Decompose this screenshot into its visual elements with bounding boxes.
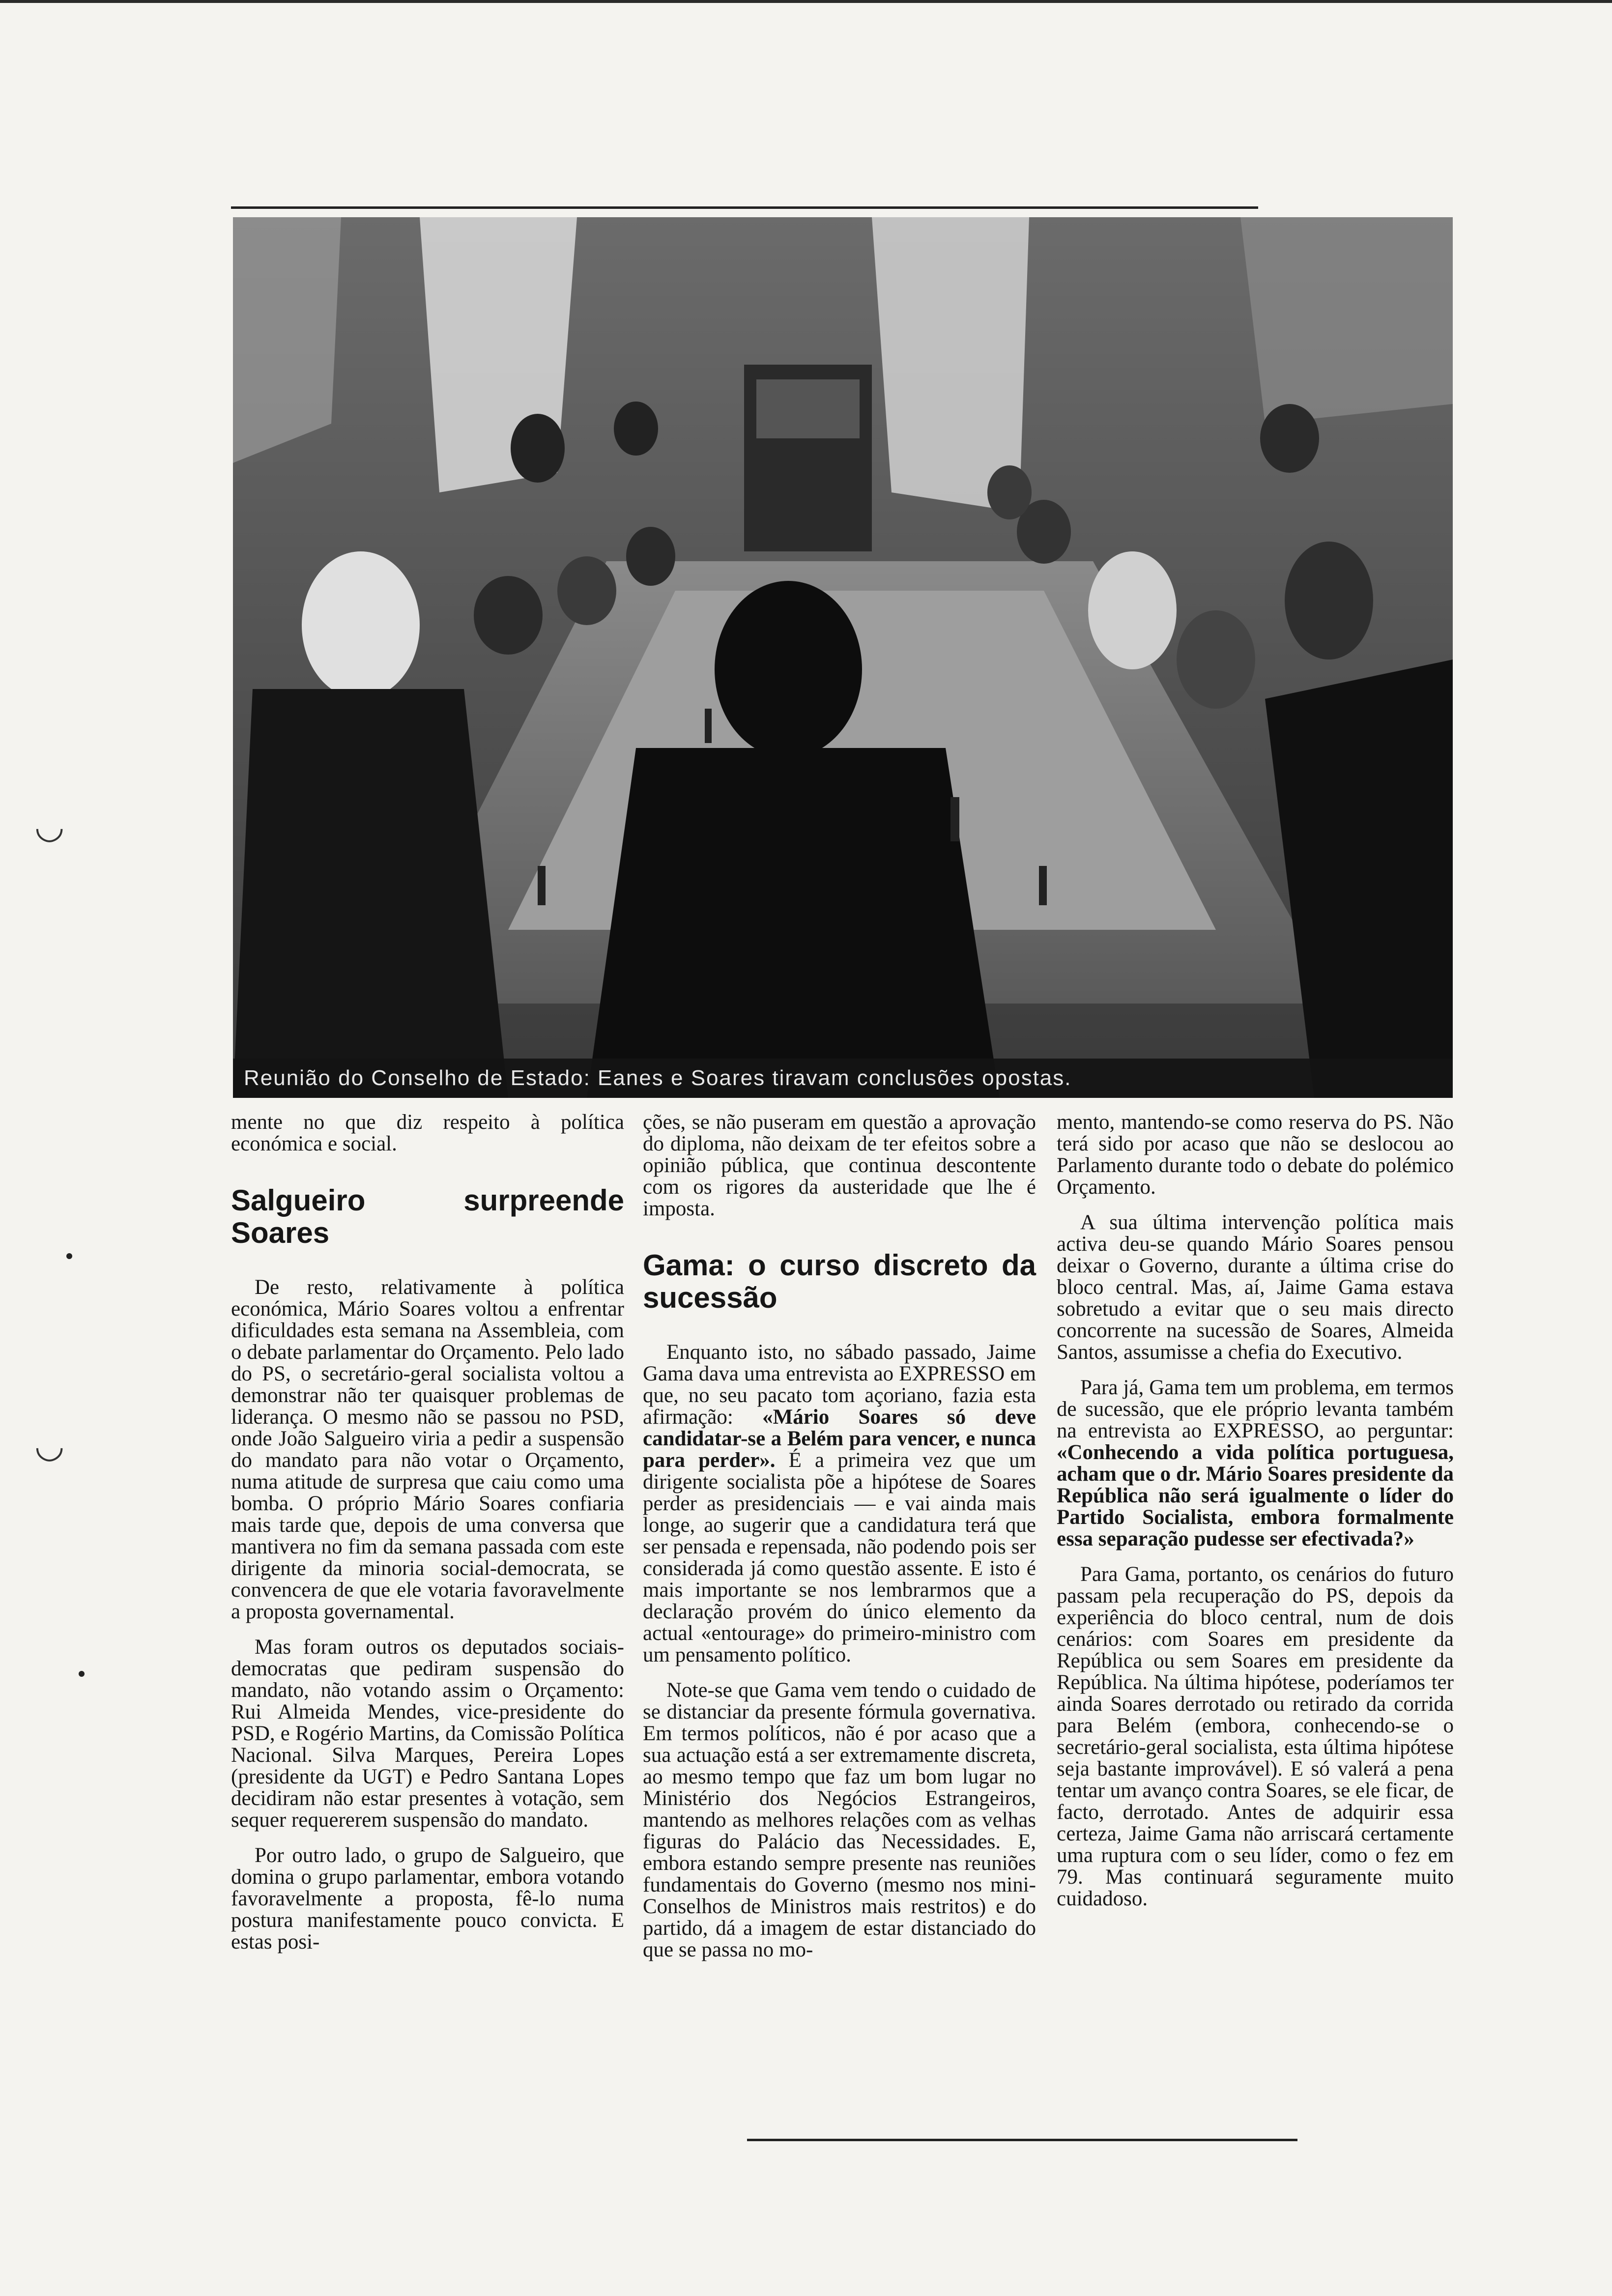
paragraph: Note-se que Gama vem tendo o cuidado de se distanciar da presente fórmula governativa. Em termos políticos, não é por acaso que a sua actuação está a ser extremamente discreta, ao mesmo tempo que faz um bom lugar no Ministério dos Negócios Estrangeiros, mantendo as melhores relações com as velhas figuras do Palácio das Necessidades. E, embora estando sempre presente nas reuniões fundamentais do Governo (mesmo nos mini-Conselhos de Ministros mais restritos) e do partido, dá a imagem de estar distanciado do que se passa no mo-	[643, 1679, 1036, 1961]
scan-top-edge	[0, 0, 1612, 3]
paragraph: Para Gama, portanto, os cenários do futuro passam pela recuperação do PS, depois da experiência do bloco central, num de dois cenários: com Soares em presidente da República ou sem Soares em presidente da República. Na última hipótese, poderíamos ter ainda Soares derrotado ou retirado da corrida para Belém (embora, conhecendo-se o secretário-geral socialista, esta última hipótese seja bastante improvável). E só valerá a pena tentar um avanço contra Soares, se ele ficar, de facto, derrotado. Antes de adquirir essa certeza, Jaime Gama não arriscará certamente uma ruptura com o seu líder, como o fez em 79. Mas continuará seguramente muito cuidadoso.	[1057, 1563, 1454, 1910]
paragraph: Por outro lado, o grupo de Salgueiro, que domina o grupo parlamentar, embora votando favoravelmente a proposta, fê-lo numa postura manifestamente pouco convicta. E estas posi-	[231, 1844, 624, 1953]
bottom-rule	[747, 2139, 1297, 2141]
paragraph-text: É a primeira vez que um dirigente socialista põe a hipótese de Soares perder as presidenciais — e vai ainda mais longe, ao sugerir que a candidatura terá que ser pensada e repensada, não podendo pois ser considerada já como questão assente. E isto é mais importante se nos lembrarmos que a declaração provém do único elemento da actual «entourage» do primeiro-ministro com um pensamento político.	[643, 1449, 1036, 1666]
paragraph: mento, mantendo-se como reserva do PS. Não terá sido por acaso que não se deslocou ao Parlamento durante todo o debate do polémico Orçamento.	[1057, 1111, 1454, 1199]
section-heading-salgueiro: Salgueiro surpreende Soares	[231, 1184, 624, 1249]
scan-dot	[79, 1671, 85, 1677]
top-rule	[231, 206, 1258, 209]
paragraph-text: Para já, Gama tem um problema, em termos de sucessão, que ele próprio levanta também na entrevista ao EXPRESSO, ao perguntar:	[1057, 1376, 1454, 1442]
paragraph	[643, 1342, 1036, 1666]
paragraph-text: Enquanto isto, no sábado passado, Jaime Gama dava uma entrevista ao EXPRESSO em que, no seu pacato tom açoriano, fazia esta afirmação:	[643, 1341, 1036, 1429]
photo-caption: Reunião do Conselho de Estado: Eanes e Soares tiravam conclusões opostas.	[233, 1059, 1453, 1098]
quote-soares: «Mário Soares só deve candidatar-se a Belém para vencer, e nunca para perder».	[643, 1406, 1036, 1472]
paragraph: De resto, relativamente à política económica, Mário Soares voltou a enfrentar dificuldades esta semana na Assembleia, com o debate parlamentar do Orçamento. Pelo lado do PS, o secretário-geral socialista voltou a demonstrar não ter quaisquer problemas de liderança. O mesmo não se passou no PSD, onde João Salgueiro viria a pedir a suspensão do mandato para não votar o Orçamento, numa atitude de surpresa que caiu como uma bomba. O próprio Mário Soares confiaria mais tarde que, depois de uma conversa que mantivera no fim da semana passada com este dirigente da minoria social-democrata, se convencera de que ele votaria favoravelmente a proposta governamental.	[231, 1276, 624, 1623]
section-heading-gama: Gama: o curso discreto da sucessão	[643, 1249, 1036, 1314]
article-photo	[233, 217, 1453, 1098]
article-column-3	[1057, 1112, 1454, 1910]
meeting-photo-illustration	[233, 217, 1453, 1098]
paragraph: ções, se não puseram em questão a aprovação do diploma, não deixam de ter efeitos sobre a opinião pública, que continua descontente com os rigores da austeridade que lhe é imposta.	[643, 1111, 1036, 1220]
article-column-1	[231, 1112, 624, 1953]
paragraph: Mas foram outros os deputados sociais-democratas que pediram suspensão do mandato, não votando assim o Orçamento: Rui Almeida Mendes, vice-presidente do PSD, e Rogério Martins, da Comissão Política Nacional. Silva Marques, Pereira Lopes (presidente da UGT) e Pedro Santana Lopes decidiram não estar presentes à votação, sem sequer requererem suspensão do mandato.	[231, 1636, 624, 1832]
quote-gama: «Conhecendo a vida política portuguesa, acham que o dr. Mário Soares presidente da República não será igualmente o líder do Partido Socialista, embora formalmente essa separação pudesse ser efectivada?»	[1057, 1441, 1454, 1550]
scan-mark: ◡	[34, 1425, 65, 1465]
article-column-2	[643, 1112, 1036, 1961]
paragraph: A sua última intervenção política mais activa deu-se quando Mário Soares pensou deixar o Governo, durante a última crise do bloco central. Mas, aí, Jaime Gama estava sobretudo a evitar que o seu mais directo concorrente na sucessão de Soares, Almeida Santos, assumisse a chefia do Executivo.	[1057, 1211, 1454, 1364]
scan-mark: ◡	[34, 806, 65, 846]
paragraph	[1057, 1377, 1454, 1550]
paragraph: mente no que diz respeito à política económica e social.	[231, 1111, 624, 1155]
scan-dot	[66, 1253, 72, 1259]
